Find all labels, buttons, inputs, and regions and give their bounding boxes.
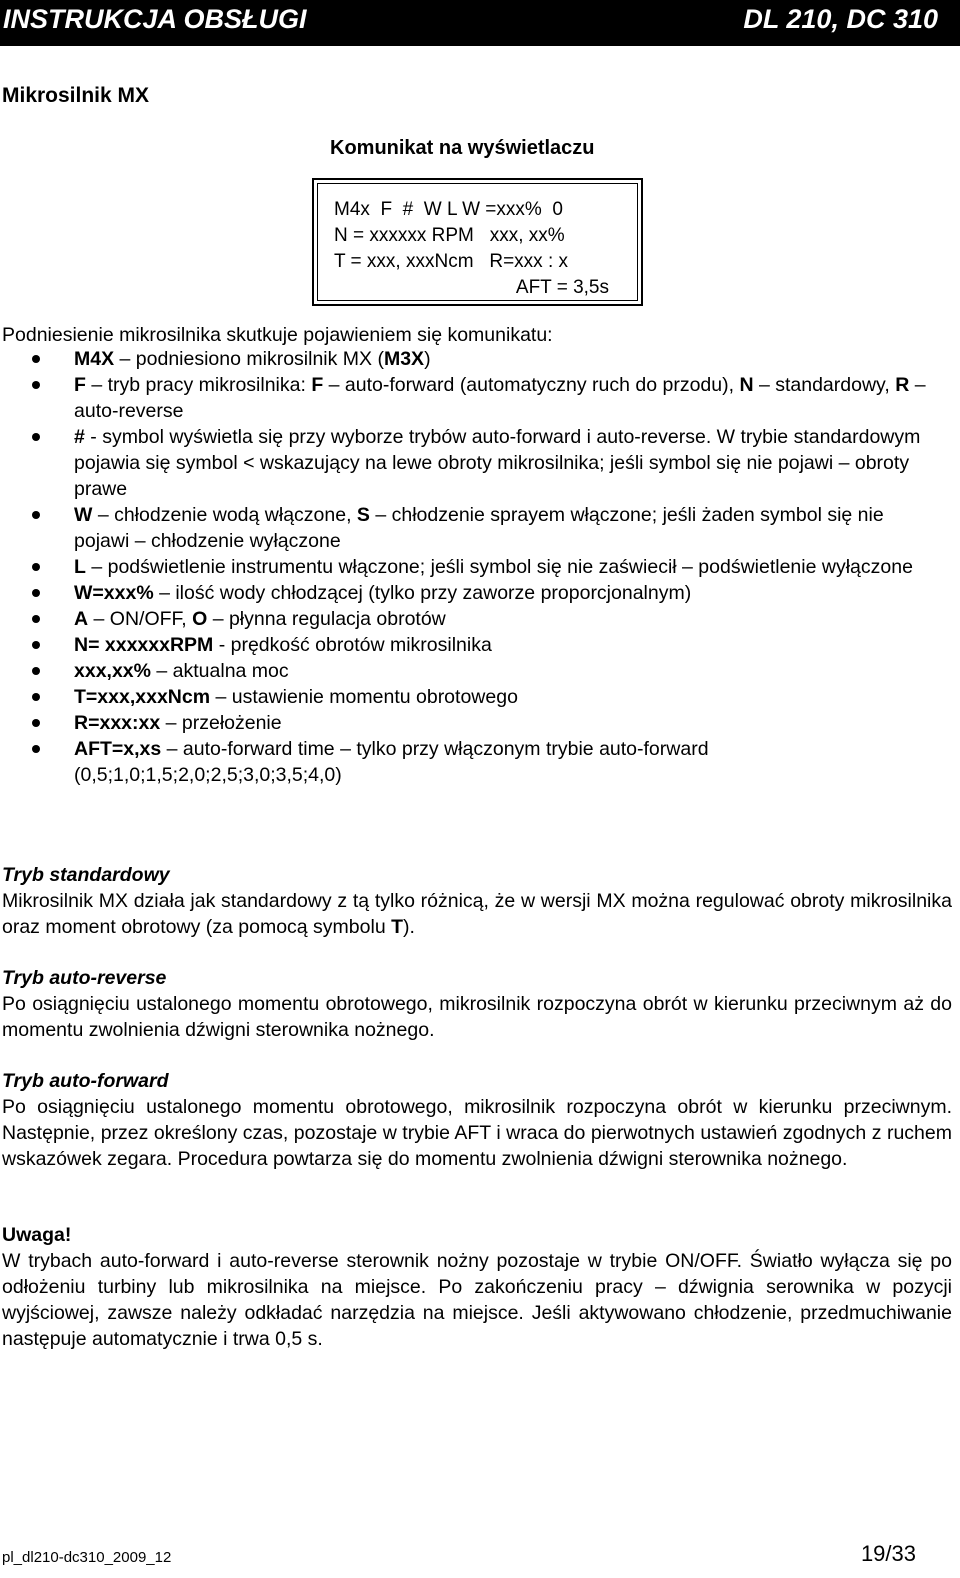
feature-item — [0, 372, 935, 424]
feature-text: – podniesiono mikrosilnik MX ( — [114, 348, 384, 370]
feature-symbol: R=xxx:xx — [74, 712, 161, 734]
page-header — [0, 0, 960, 46]
feature-text: – ilość wody chłodzącej (tylko przy zaworze proporcjonalnym) — [153, 582, 692, 604]
feature-text: – standardowy, — [753, 374, 896, 396]
feature-item — [0, 502, 935, 554]
section-forward-heading: Tryb auto-forward — [2, 1070, 169, 1092]
feature-item — [0, 346, 935, 372]
feature-text: – przełożenie — [160, 712, 282, 734]
display-line-2: N = xxxxxx RPM xxx, xx% — [334, 225, 565, 246]
feature-symbol: R — [895, 374, 910, 396]
feature-item — [0, 424, 935, 502]
feature-text: – auto-forward time – tylko przy włączonym trybie auto-forward (0,5;1,0;1,5;2,0;2,5;3,0;3,5;4,0) — [74, 738, 709, 786]
feature-symbol: N — [739, 374, 754, 396]
section-standard-body — [2, 888, 952, 940]
feature-text: – chłodzenie wodą włączone, — [92, 504, 357, 526]
feature-symbol: M3X — [383, 348, 425, 370]
section-title: Mikrosilnik MX — [2, 84, 150, 107]
feature-text: ) — [424, 348, 431, 370]
feature-text: – ON/OFF, — [88, 608, 193, 630]
feature-symbol: AFT=x,xs — [74, 738, 162, 760]
footer-page-number: 19/33 — [860, 1541, 916, 1566]
feature-item — [0, 684, 935, 710]
intro-text: Podniesienie mikrosilnika skutkuje pojawieniem się komunikatu: — [2, 324, 553, 346]
feature-symbol: S — [356, 504, 370, 526]
footer-doc-id: pl_dl210-dc310_2009_12 — [2, 1549, 172, 1566]
feature-symbol: O — [192, 608, 208, 630]
feature-text: – podświetlenie instrumentu włączone; jeśli symbol się nie zaświecił – podświetlenie wyłączone — [85, 556, 913, 578]
feature-item — [0, 710, 935, 736]
section-standard-symbol: T — [391, 916, 403, 938]
feature-item — [0, 632, 935, 658]
feature-symbol: W=xxx% — [74, 582, 154, 604]
feature-text: – chłodzenie sprayem włączone; jeśli żaden symbol się nie pojawi – chłodzenie wyłączone — [74, 504, 884, 552]
display-line-1: M4x F # W L W =xxx% 0 — [334, 199, 563, 220]
feature-item — [0, 554, 935, 580]
feature-list — [0, 346, 935, 788]
feature-text: – płynna regulacja obrotów — [207, 608, 446, 630]
feature-symbol: T=xxx,xxxNcm — [74, 686, 211, 708]
section-reverse — [2, 965, 952, 1043]
feature-symbol: L — [74, 556, 86, 578]
display-line-4: AFT = 3,5s — [515, 277, 609, 298]
section-standard — [2, 862, 952, 940]
header-title: INSTRUKCJA OBSŁUGI — [3, 4, 307, 34]
feature-symbol: A — [74, 608, 89, 630]
section-warning-body: W trybach auto-forward i auto-reverse sterownik nożny pozostaje w trybie ON/OFF. Światło wyłącza się po odłożeniu turbiny lub mikrosilnika na miejsce. Po zakończeniu pracy – dźwignia serownika w pozycji wyjściowej, zawsze należy odkładać narzędzia na miejsce. Jeśli aktywowano chłodzenie, przedmuchiwanie następuje automatycznie i trwa 0,5 s. — [2, 1250, 952, 1350]
section-warning — [2, 1222, 952, 1352]
feature-item — [0, 580, 935, 606]
section-forward — [2, 1068, 952, 1172]
display-message-box — [312, 178, 643, 306]
feature-text: – aktualna moc — [150, 660, 289, 682]
display-caption: Komunikat na wyświetlaczu — [330, 137, 595, 159]
feature-item — [0, 606, 935, 632]
feature-text: – tryb pracy mikrosilnika: — [85, 374, 312, 396]
section-standard-body-end: ). — [403, 916, 415, 938]
feature-symbol: W — [74, 504, 93, 526]
section-forward-body: Po osiągnięciu ustalonego momentu obrotowego, mikrosilnik rozpoczyna obrót w kierunku przeciwnym. Następnie, przez określony czas, pozostaje w trybie AFT i wraca do pierwotnych ustawień zgodnych z ruchem wskazówek zegara. Procedura powtarza się do momentu zwolnienia dźwigni sterownika nożnego. — [2, 1096, 952, 1170]
feature-symbol: xxx,xx% — [74, 660, 151, 682]
feature-symbol: F — [74, 374, 86, 396]
section-warning-heading: Uwaga! — [2, 1224, 72, 1246]
feature-text: – ustawienie momentu obrotowego — [210, 686, 518, 708]
section-reverse-heading: Tryb auto-reverse — [2, 967, 167, 989]
feature-item — [0, 658, 935, 684]
section-standard-heading: Tryb standardowy — [2, 864, 170, 886]
feature-symbol: M4X — [74, 348, 115, 370]
header-model: DL 210, DC 310 — [743, 4, 938, 34]
feature-text: - prędkość obrotów mikrosilnika — [213, 634, 492, 656]
section-standard-body-text: Mikrosilnik MX działa jak standardowy z tą tylko różnicą, że w wersji MX można regulować obroty mikrosilnika oraz moment obrotowy (za pomocą symbolu — [2, 890, 952, 938]
feature-symbol: # — [74, 426, 85, 448]
feature-item — [0, 736, 935, 788]
feature-text: – auto-reverse — [74, 374, 926, 422]
feature-text: – auto-forward (automatyczny ruch do przodu), — [323, 374, 740, 396]
feature-text: - symbol wyświetla się przy wyborze trybów auto-forward i auto-reverse. W trybie standardowym pojawia się symbol < wskazujący na lewe obroty mikrosilnika; jeśli symbol się nie pojawi – obroty prawe — [74, 426, 921, 500]
section-reverse-body: Po osiągnięciu ustalonego momentu obrotowego, mikrosilnik rozpoczyna obrót w kierunku przeciwnym aż do momentu zwolnienia dźwigni sterownika nożnego. — [2, 993, 952, 1041]
feature-symbol: F — [311, 374, 324, 396]
feature-symbol: N= xxxxxxRPM — [74, 634, 214, 656]
display-line-3: T = xxx, xxxNcm R=xxx : x — [334, 251, 569, 272]
